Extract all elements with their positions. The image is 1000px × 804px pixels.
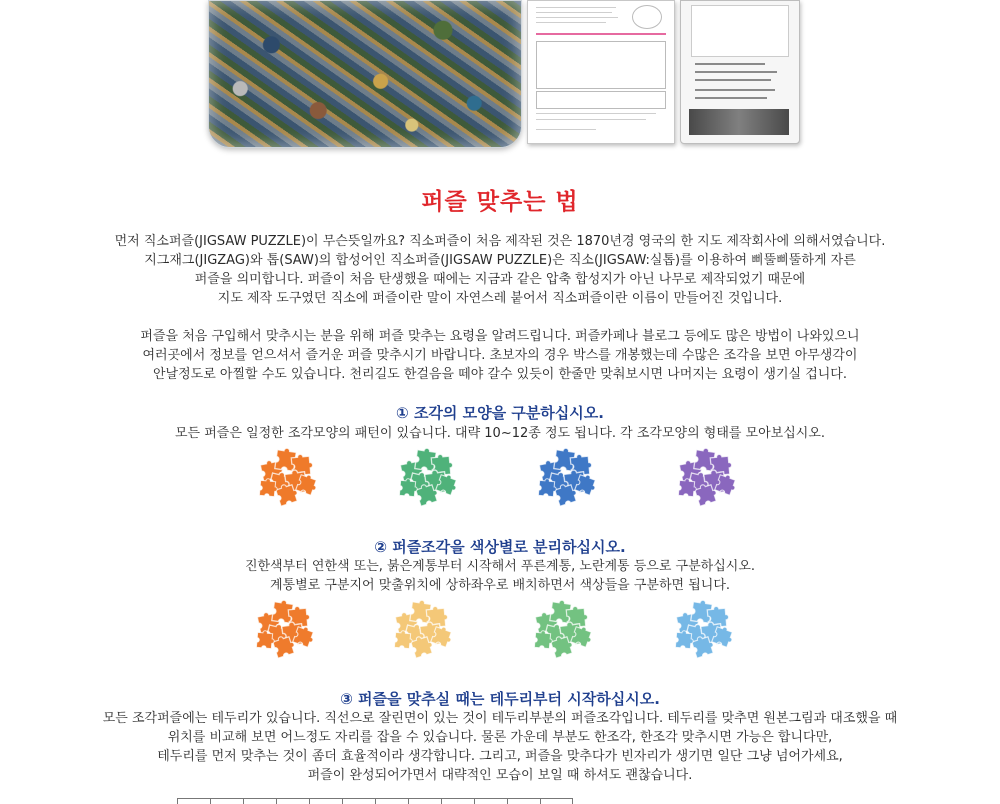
- intro-paragraph: [0, 232, 1000, 308]
- guide-line: 여러곳에서 정보를 얻으셔서 즐거운 퍼즐 맞추시기 바랍니다. 초보자의 경우 박스를 개봉했는데 수많은 조각을 보면 아무생각이: [142, 348, 858, 363]
- intro-line: 먼저 직소퍼즐(JIGSAW PUZZLE)이 무슨뜻일까요? 직소퍼즐이 처음 제작된 것은 1870년경 영국의 한 지도 제작회사에 의해서였습니다.: [114, 234, 886, 249]
- puzzle-cluster-icon: [535, 445, 597, 507]
- step-1-heading: ① 조각의 모양을 구분하십시오.: [396, 404, 604, 422]
- puzzle-cluster-icon: [672, 597, 734, 659]
- step-3-line: 위치를 비교해 보면 어느정도 자리를 잡을 수 있습니다. 물론 가운데 부분도 한조각, 한조각 맞추시면 가능은 합니다만,: [167, 730, 833, 745]
- step-3-line: 테두리를 먼저 맞추는 것이 좀더 효율적이라 생각합니다. 그리고, 퍼즐을 맞추다가 빈자리가 생기면 일단 그냥 넘어가세요,: [157, 749, 843, 764]
- puzzle-cluster-icon: [531, 597, 593, 659]
- puzzle-cluster-icon: [253, 597, 315, 659]
- step-1-line: 모든 퍼즐은 일정한 조각모양의 패턴이 있습니다. 대략 10~12종 정도 됩니다. 각 조각모양의 형태를 모아보십시오.: [174, 426, 826, 441]
- step-3-line: 퍼즐이 완성되어가면서 대략적인 모습이 보일 때 하셔도 괜찮습니다.: [307, 768, 693, 783]
- guide-paragraph: [0, 327, 1000, 384]
- puzzle-cluster-icon: [396, 445, 458, 507]
- puzzle-bag-photo: [208, 0, 522, 148]
- step-3-text: [0, 709, 1000, 785]
- instruction-sheet-photo: [527, 0, 675, 144]
- table-edge: [177, 798, 573, 804]
- guide-line: 안날정도로 아찔할 수도 있습니다. 천리길도 한걸음을 떼야 갈수 있듯이 한줄만 맞춰보시면 나머지는 요령이 생기실 겁니다.: [152, 367, 848, 382]
- puzzle-cluster-icon: [675, 445, 737, 507]
- step-2-line: 계통별로 구분지어 맞출위치에 상하좌우로 배치하면서 색상들을 구분하면 됩니다.: [269, 578, 731, 593]
- step-1-text: [0, 424, 1000, 443]
- guide-line: 퍼즐을 처음 구입해서 맞추시는 분을 위해 퍼즐 맞추는 요령을 알려드립니다. 퍼즐카페나 블로그 등에도 많은 방법이 나와있으니: [140, 329, 860, 344]
- glue-packet-photo: [680, 0, 800, 144]
- step-3-line: 모든 조각퍼즐에는 테두리가 있습니다. 직선으로 잘린면이 있는 것이 테두리부분의 퍼즐조각입니다. 테두리를 맞추면 원본그림과 대조했을 때: [102, 711, 898, 726]
- intro-line: 지도 제작 도구였던 직소에 퍼즐이란 말이 자연스레 붙어서 직소퍼즐이란 이름이 만들어진 것입니다.: [217, 291, 783, 306]
- step-2-puzzle-row: [0, 597, 1000, 663]
- puzzle-cluster-icon: [391, 597, 453, 659]
- step-2-line: 진한색부터 연한색 또는, 붉은계통부터 시작해서 푸른계통, 노란계통 등으로 구분하십시오.: [244, 559, 756, 574]
- intro-line: 지그재그(JIGZAG)와 톱(SAW)의 합성어인 직소퍼즐(JIGSAW PUZZLE)은 직소(JIGSAW:실톱)를 이용하여 삐뚤삐뚤하게 자른: [144, 253, 856, 268]
- step-1-puzzle-row: [0, 445, 1000, 511]
- step-2-text: [0, 557, 1000, 595]
- intro-line: 퍼즐을 의미합니다. 퍼즐이 처음 탄생했을 때에는 지금과 같은 압축 합성지가 아닌 나무로 제작되었기 때문에: [194, 272, 806, 287]
- step-3-heading: ③ 퍼즐을 맞추실 때는 테두리부터 시작하십시오.: [340, 690, 660, 708]
- step-2-heading: ② 퍼즐조각을 색상별로 분리하십시오.: [374, 538, 626, 556]
- puzzle-cluster-icon: [256, 445, 318, 507]
- page-title: 퍼즐 맞추는 법: [421, 189, 579, 215]
